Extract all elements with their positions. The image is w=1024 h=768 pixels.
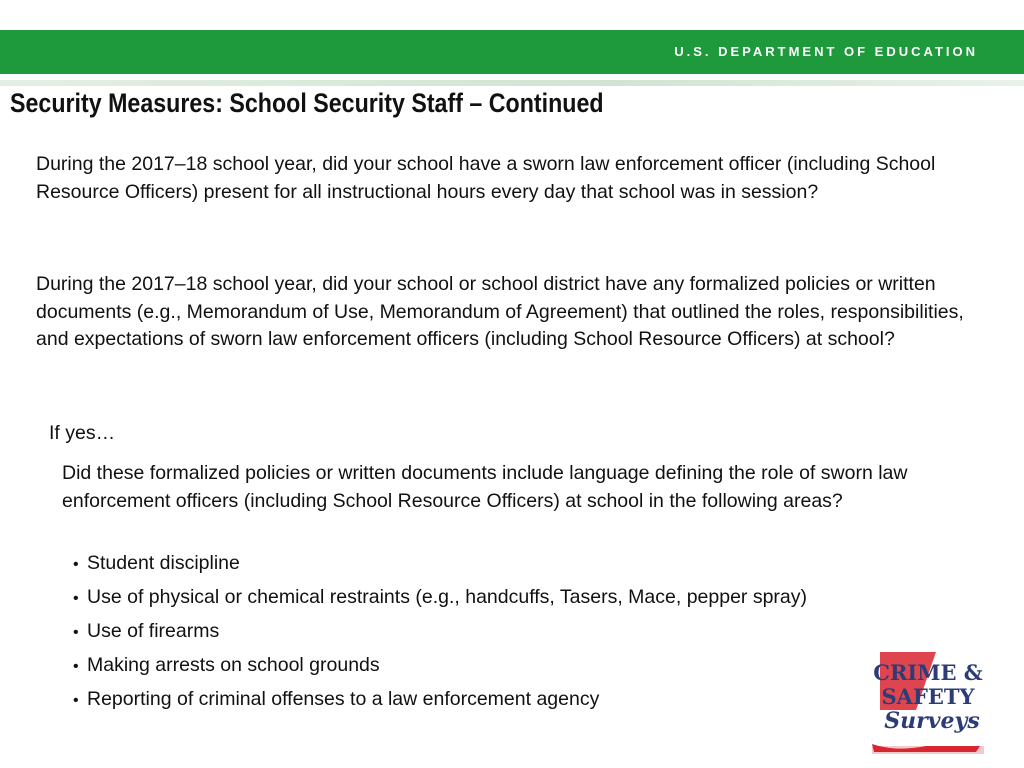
logo-line-3: Surveys	[884, 708, 980, 734]
logo-line-1: CRIME &	[873, 660, 983, 685]
bullet-text: Use of firearms	[87, 620, 220, 642]
department-name: U.S. DEPARTMENT OF EDUCATION	[674, 44, 978, 59]
bullet-text: Student discipline	[87, 552, 240, 574]
logo-line-2: SAFETY	[881, 684, 975, 709]
logo-graphic	[866, 648, 990, 754]
slide-title: Security Measures: School Security Staff – Continued	[10, 88, 604, 118]
bullet-item	[73, 581, 807, 615]
question-3: Did these formalized policies or written documents include language defining the role of sworn law enforcement officers (including School Resource Officers) at school in the following areas?	[62, 462, 908, 512]
bullet-item	[73, 683, 807, 717]
header-divider	[0, 80, 1024, 86]
bullet-item	[73, 547, 807, 581]
bullet-icon: •	[73, 658, 79, 675]
question-2: During the 2017–18 school year, did your school or school district have any formalized policies or written documents (e.g., Memorandum of Use, Memorandum of Agreement) that outlined the roles, responsibilities, and expectations of sworn law enforcement officers (including School Resource Officers) at school?	[36, 273, 964, 350]
bullet-text: Reporting of criminal offenses to a law enforcement agency	[87, 688, 600, 710]
bullet-icon: •	[73, 692, 79, 709]
bullet-text: Use of physical or chemical restraints (e.g., handcuffs, Tasers, Mace, pepper spray)	[87, 586, 808, 608]
bullet-icon: •	[73, 624, 79, 641]
bullet-icon: •	[73, 556, 79, 573]
bullet-item	[73, 615, 807, 649]
bullet-text: Making arrests on school grounds	[87, 654, 380, 676]
question-1: During the 2017–18 school year, did your school have a sworn law enforcement officer (including School Resource Officers) present for all instructional hours every day that school was in session?	[36, 153, 936, 203]
header-band	[0, 30, 1024, 74]
bullet-list	[73, 547, 807, 717]
if-yes-label: If yes…	[49, 422, 116, 444]
crime-safety-surveys-logo	[866, 648, 990, 754]
bullet-icon: •	[73, 590, 79, 607]
bullet-item	[73, 649, 807, 683]
